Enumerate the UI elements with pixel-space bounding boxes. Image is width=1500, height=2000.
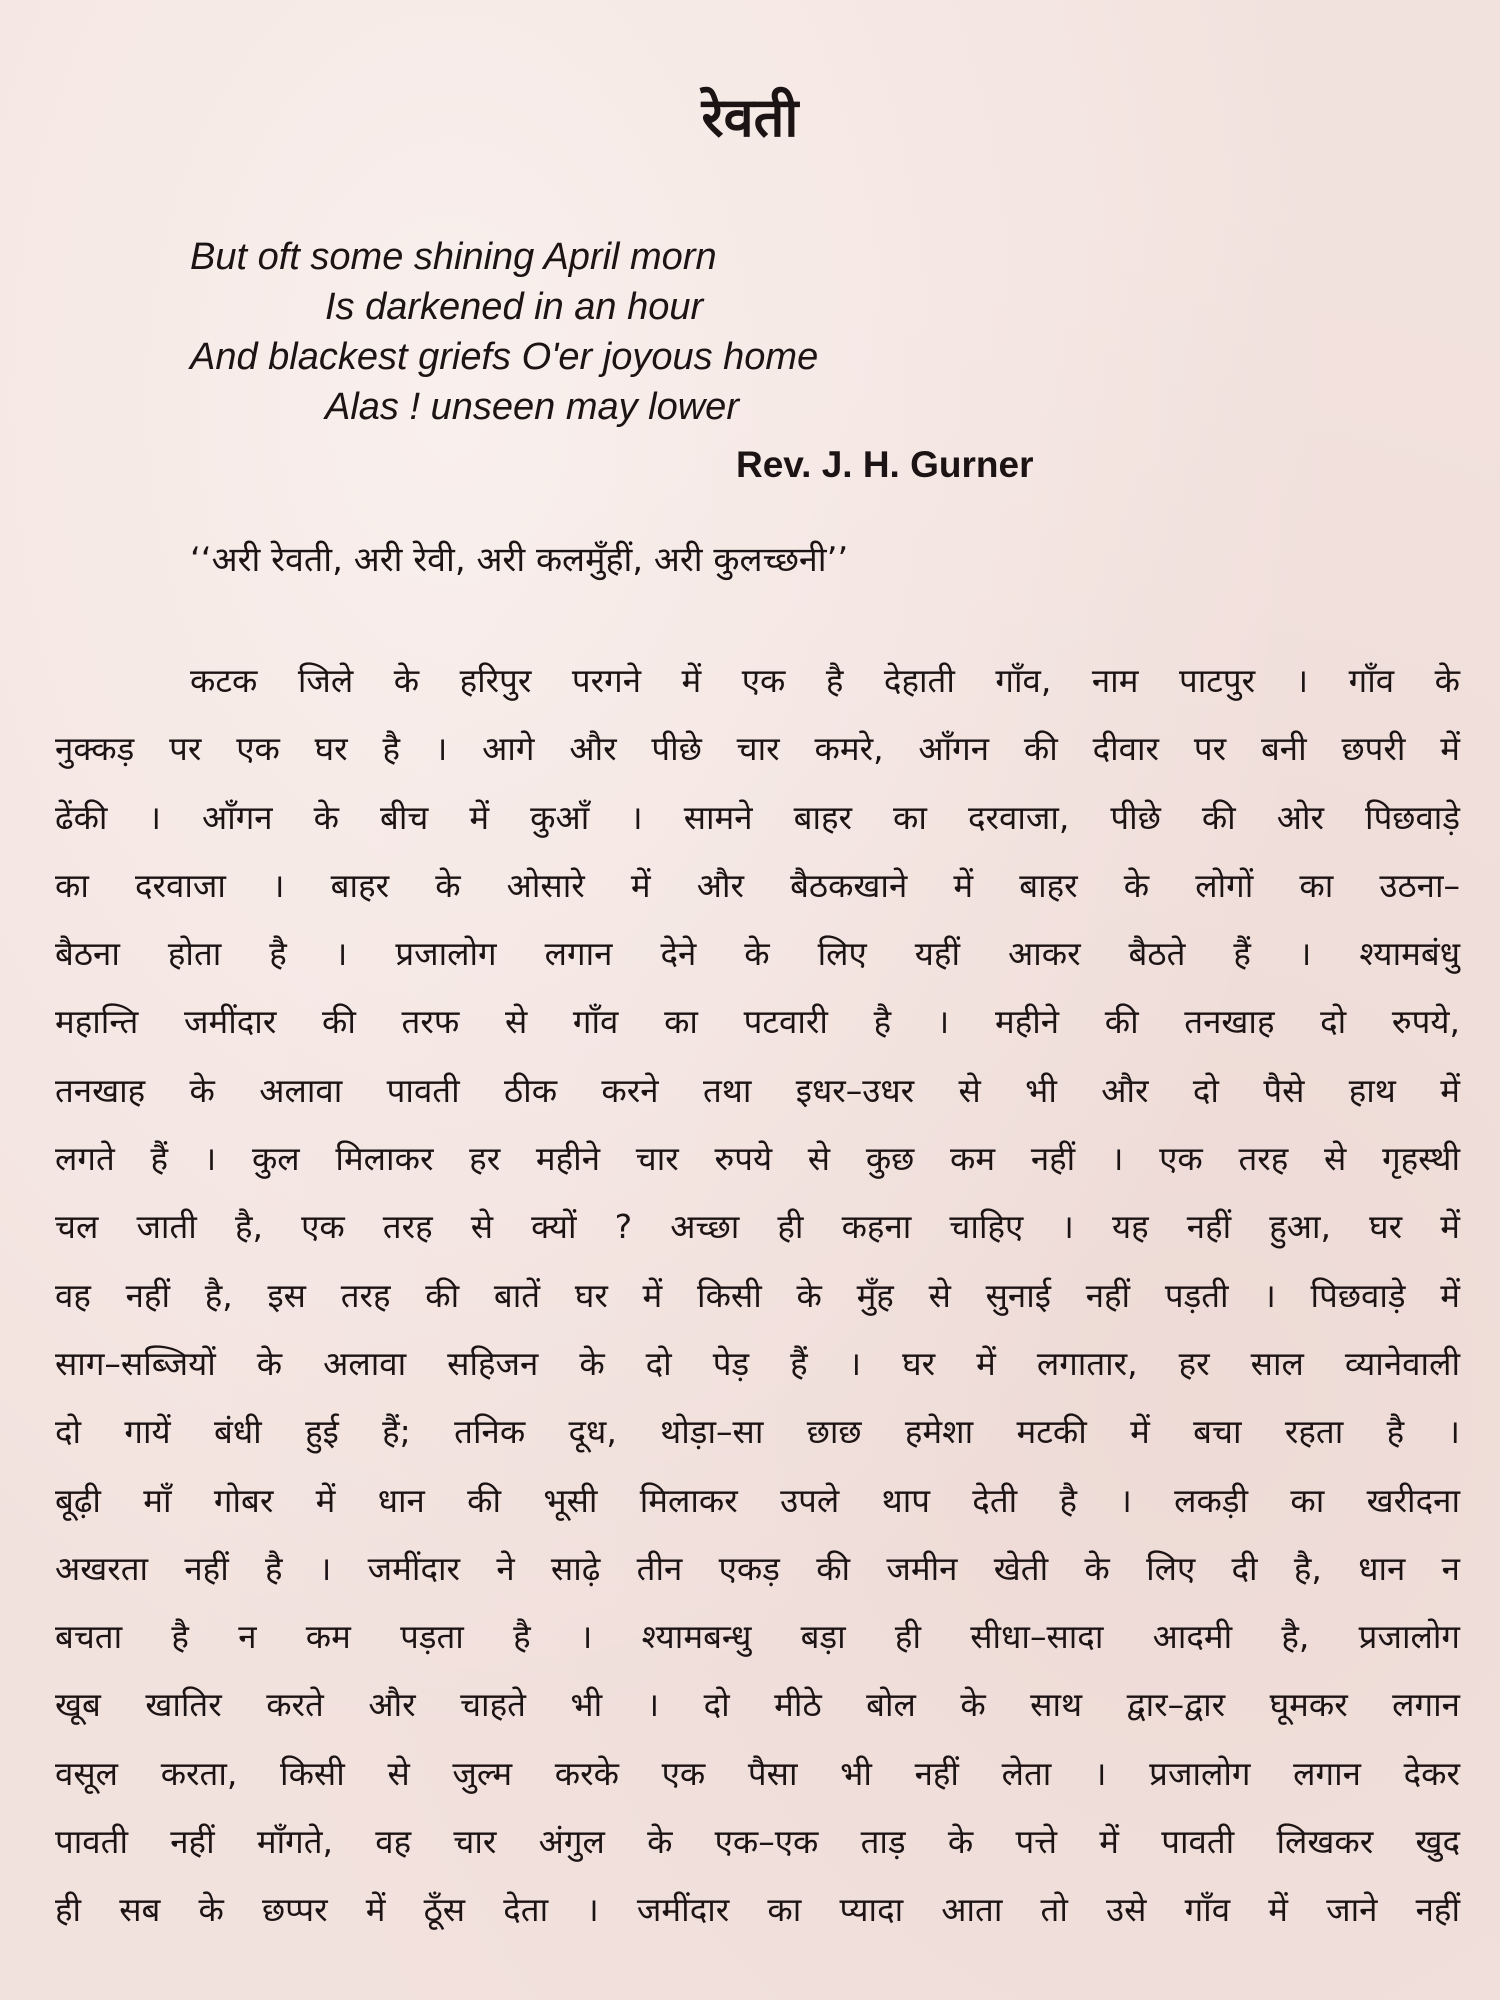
text-line: चल जाती है, एक तरह से क्यों ? अच्छा ही कहना चाहिए । यह नहीं हुआ, घर में (55, 1207, 1460, 1247)
opening-quote: ‘‘अरी रेवती, अरी रेवी, अरी कलमुँहीं, अरी कुलच्छनी’’ (190, 540, 849, 580)
epigraph-line: But oft some shining April morn (190, 236, 717, 278)
text-line: बैठना होता है । प्रजालोग लगान देने के लिए यहीं आकर बैठते हैं । श्यामबंधु (55, 934, 1460, 974)
epigraph-line: Is darkened in an hour (325, 286, 704, 328)
text-line: कटक जिले के हरिपुर परगने में एक है देहाती गाँव, नाम पाटपुर । गाँव के (190, 661, 1460, 700)
text-line: बचता है न कम पड़ता है । श्यामबन्धु बड़ा ही सीधा–सादा आदमी है, प्रजालोग (55, 1617, 1460, 1657)
epigraph-line: Alas ! unseen may lower (325, 386, 739, 428)
text-line: दो गायें बंधी हुई हैं; तनिक दूध, थोड़ा–सा छाछ हमेशा मटकी में बचा रहता है । (55, 1412, 1460, 1452)
chapter-title: रेवती (701, 86, 799, 149)
text-line: ही सब के छप्पर में ठूँस देता । जमींदार का प्यादा आता तो उसे गाँव में जाने नहीं (55, 1890, 1460, 1930)
text-line: वसूल करता, किसी से जुल्म करके एक पैसा भी नहीं लेता । प्रजालोग लगान देकर (55, 1753, 1460, 1793)
text-line: महान्ति जमींदार की तरफ से गाँव का पटवारी है । महीने की तनखाह दो रुपये, (55, 1002, 1460, 1042)
text-line: लगते हैं । कुल मिलाकर हर महीने चार रुपये से कुछ कम नहीं । एक तरह से गृहस्थी (55, 1139, 1460, 1179)
text-line: साग–सब्जियों के अलावा सहिजन के दो पेड़ हैं । घर में लगातार, हर साल व्यानेवाली (55, 1343, 1460, 1383)
text-line: वह नहीं है, इस तरह की बातें घर में किसी के मुँह से सुनाई नहीं पड़ती । पिछवाड़े में (55, 1275, 1460, 1315)
text-line: पावती नहीं माँगते, वह चार अंगुल के एक–एक ताड़ के पत्ते में पावती लिखकर खुद (55, 1822, 1460, 1862)
epigraph-attribution: Rev. J. H. Gurner (736, 444, 1034, 485)
text-line: नुक्कड़ पर एक घर है । आगे और पीछे चार कमरे, आँगन की दीवार पर बनी छपरी में (55, 729, 1460, 769)
epigraph-line: And blackest griefs O'er joyous home (190, 336, 819, 378)
text-line: बूढ़ी माँ गोबर में धान की भूसी मिलाकर उपले थाप देती है । लकड़ी का खरीदना (55, 1480, 1460, 1520)
text-line: अखरता नहीं है । जमींदार ने साढ़े तीन एकड़ की जमीन खेती के लिए दी है, धान न (55, 1548, 1460, 1588)
text-line: तनखाह के अलावा पावती ठीक करने तथा इधर–उधर से भी और दो पैसे हाथ में (55, 1070, 1460, 1110)
body-paragraph (55, 647, 1460, 1945)
epigraph (190, 232, 1190, 432)
text-line: ढेंकी । आँगन के बीच में कुआँ । सामने बाहर का दरवाजा, पीछे की ओर पिछवाड़े (55, 797, 1460, 837)
text-line: खूब खातिर करते और चाहते भी । दो मीठे बोल के साथ द्वार–द्वार घूमकर लगान (55, 1685, 1460, 1725)
text-line: का दरवाजा । बाहर के ओसारे में और बैठकखाने में बाहर के लोगों का उठना– (55, 865, 1460, 905)
